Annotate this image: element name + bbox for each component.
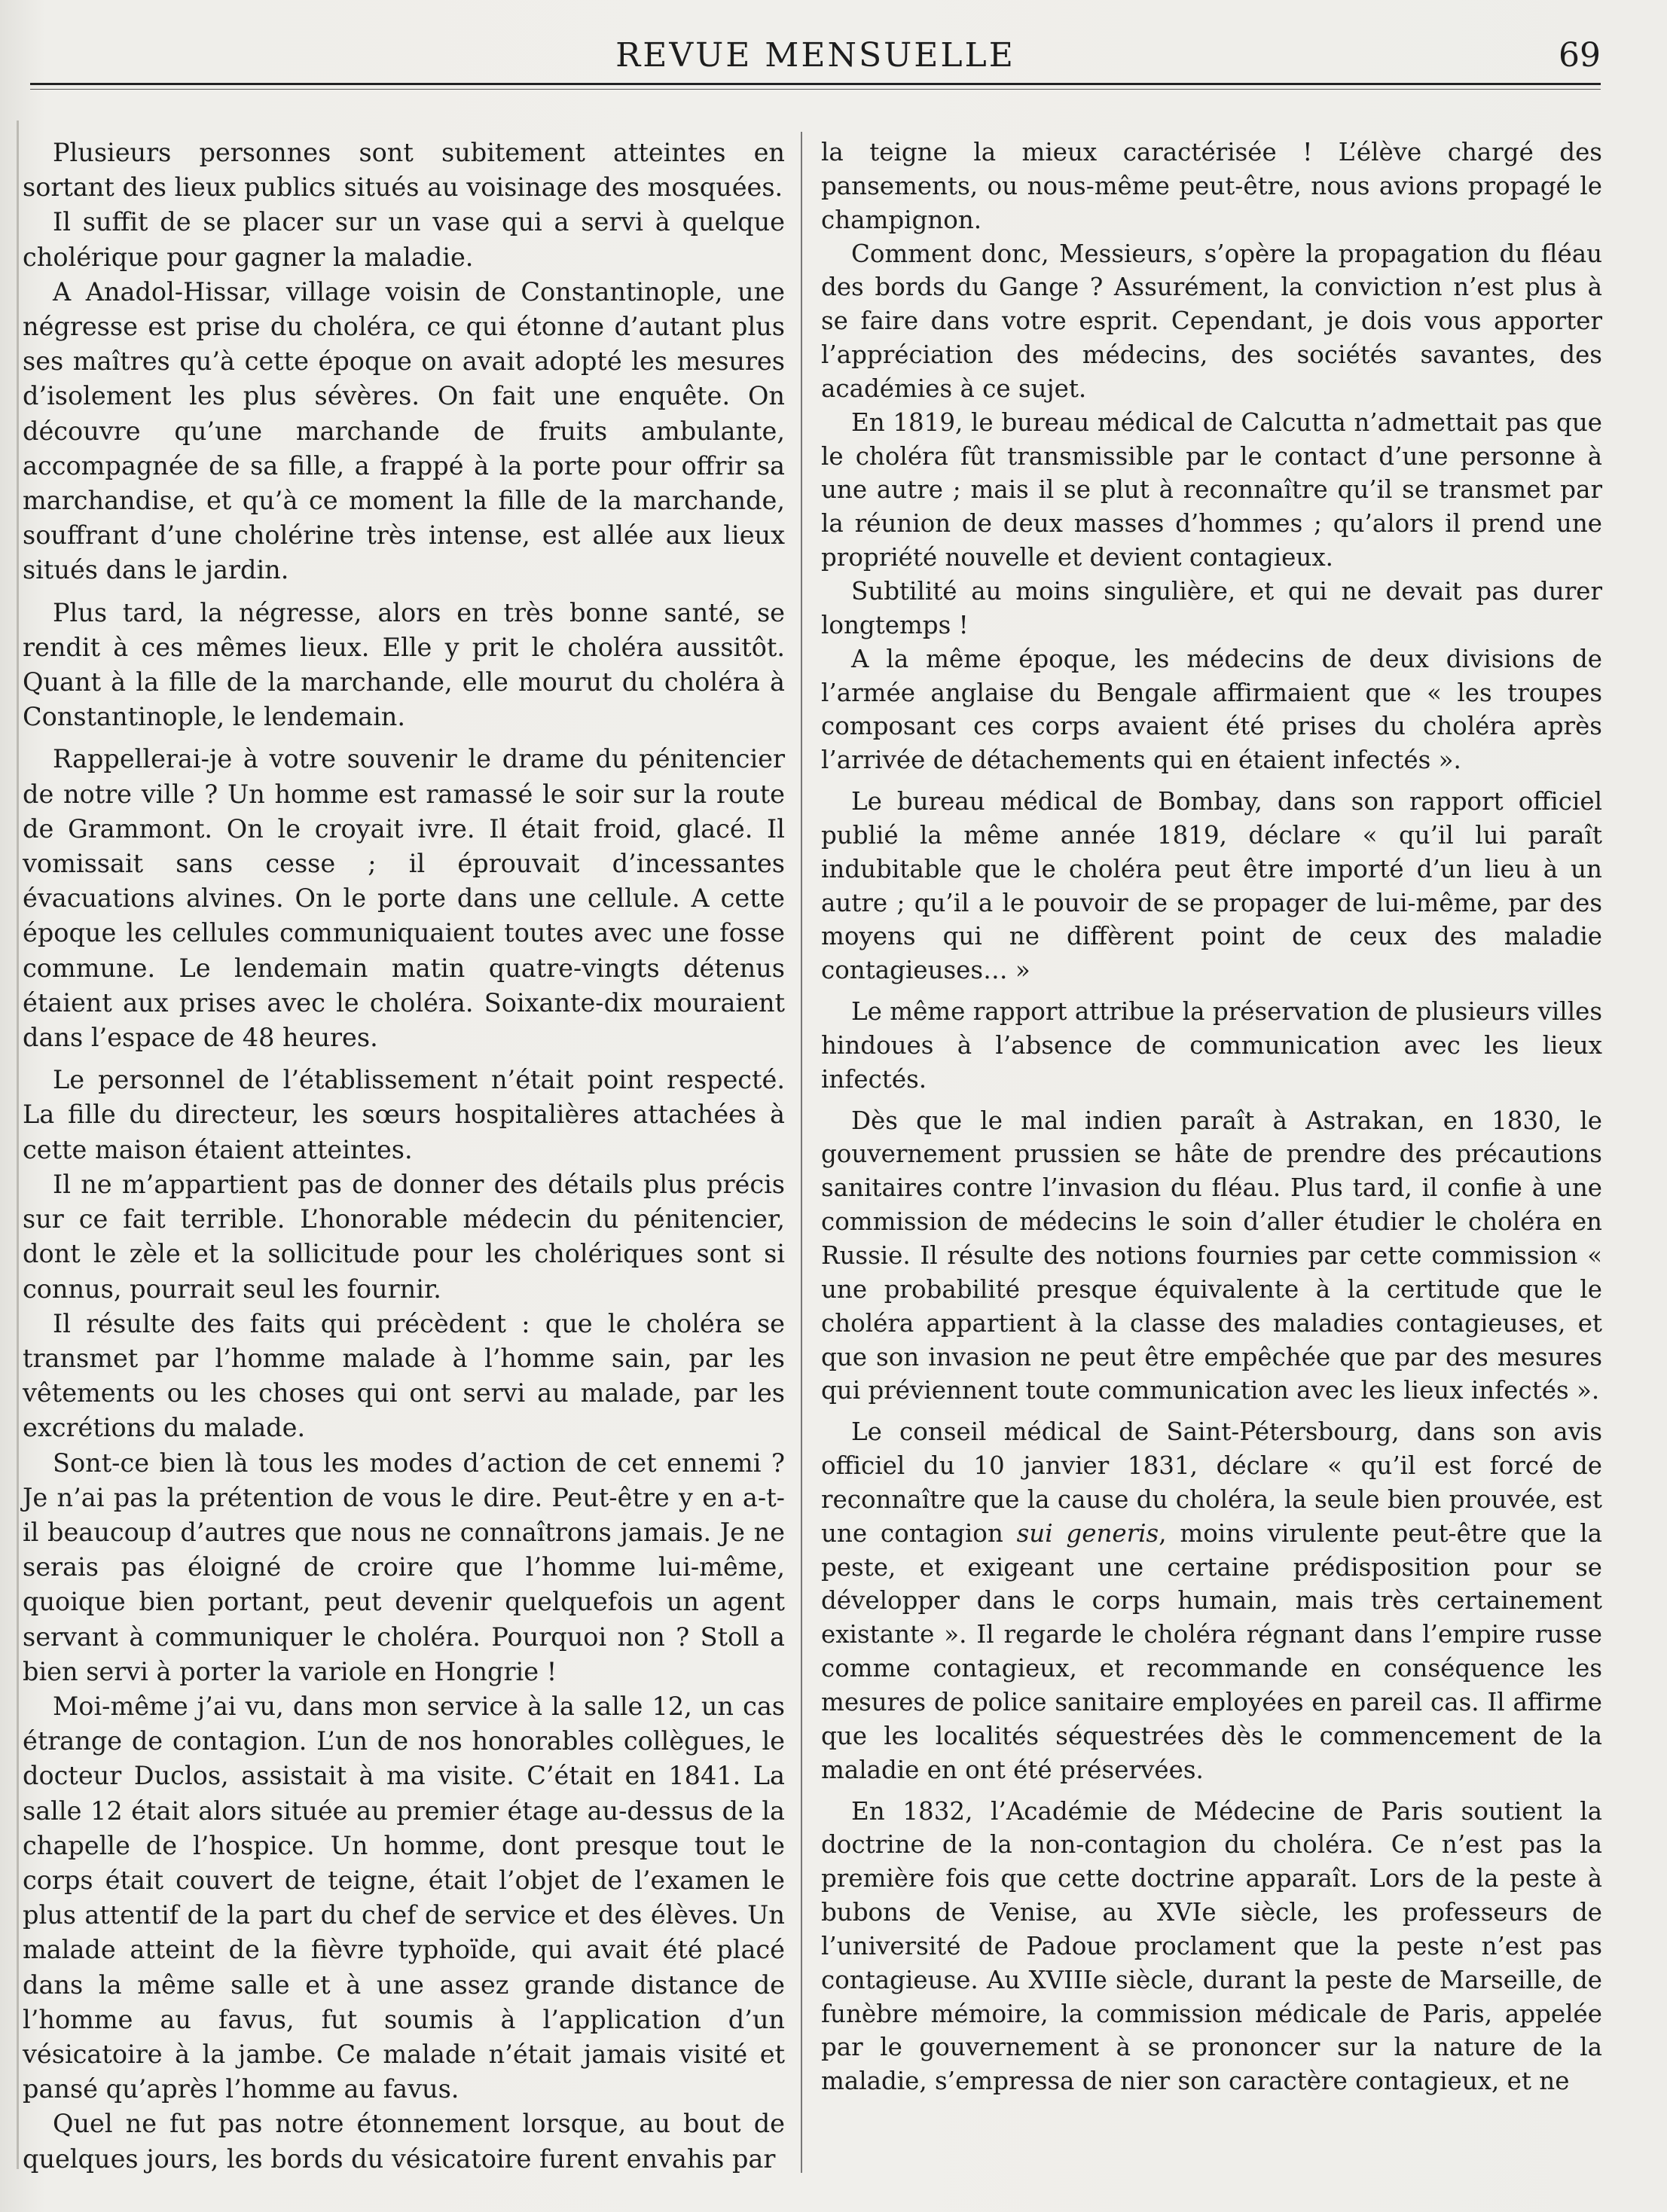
header-rule-thin bbox=[30, 89, 1601, 90]
column-divider bbox=[801, 132, 802, 2173]
page-number: 69 bbox=[1559, 36, 1601, 75]
paragraph: Moi-même j’ai vu, dans mon service à la salle 12, un cas étrange de contagion. L’un de nos honorables collègues, le docteur Duclos, assistait à ma visite. C’était en 1841. La salle 12 était alors située au premier étage au-dessus de la chapelle de l’hospice. Un homme, dont presque tout le corps était couvert de teigne, était l’objet de l’examen le plus attentif de la part du chef de service et des élèves. Un malade atteint de la fièvre typhoïde, qui avait été placé dans la même salle et à une assez grande distance de l’homme au favus, fut soumis à l’application d’un vésicatoire à la jambe. Ce malade n’était jamais visité et pansé qu’après l’homme au favus. bbox=[23, 1691, 785, 2104]
binding-edge bbox=[0, 121, 19, 2169]
paragraph: Subtilité au moins singulière, et qui ne devait pas durer longtemps ! bbox=[821, 576, 1602, 639]
paragraph: Le personnel de l’établissement n’était point respecté. La fille du directeur, les sœurs hospitalières attachées à cette maison étaient atteintes. bbox=[23, 1065, 785, 1164]
journal-title: REVUE MENSUELLE bbox=[615, 36, 1015, 75]
paragraph: Il ne m’appartient pas de donner des détails plus précis sur ce fait terrible. L’honorable médecin du pénitencier, dont le zèle et la sollicitude pour les cholériques sont si connus, pourrait seul les fournir. bbox=[23, 1169, 785, 1304]
paragraph: Quel ne fut pas notre étonnement lorsque, au bout de quelques jours, les bords du vésicatoire furent envahis par bbox=[23, 2109, 785, 2174]
italic-term: sui generis bbox=[1016, 1518, 1159, 1548]
paragraph: Comment donc, Messieurs, s’opère la propagation du fléau des bords du Gange ? Assurément, la conviction n’est plus à se faire dans votre esprit. Cependant, je dois vous apporter l’appréciation des médecins, des sociétés savantes, des académies à ce sujet. bbox=[821, 239, 1602, 403]
paragraph: Rappellerai-je à votre souvenir le drame du pénitencier de notre ville ? Un homme est ramassé le soir sur la route de Grammont. On le croyait ivre. Il était froid, glacé. Il vomissait sans cesse ; il éprouvait d’incessantes évacuations alvines. On le porte dans une cellule. A cette époque les cellules communiquaient toutes avec une fosse commune. Le lendemain matin quatre-vingts détenus étaient aux prises avec le choléra. Soixante-dix mouraient dans l’espace de 48 heures. bbox=[23, 744, 785, 1053]
right-column bbox=[821, 136, 1602, 2098]
paragraph: Le même rapport attribue la préservation de plusieurs villes hindoues à l’absence de communication avec les lieux infectés. bbox=[821, 997, 1602, 1094]
paragraph: Plus tard, la négresse, alors en très bonne santé, se rendit à ces mêmes lieux. Elle y prit le choléra aussitôt. Quant à la fille de la marchande, elle mourut du choléra à Constantinople, le lendemain. bbox=[23, 597, 785, 732]
paragraph: Sont-ce bien là tous les modes d’action de cet ennemi ? Je n’ai pas la prétention de vous le dire. Peut-être y en a-t-il beaucoup d’autres que nous ne connaîtrons jamais. Je ne serais pas éloigné de croire que l’homme lui-même, quoique bien portant, peut devenir quelquefois un agent servant à communiquer le choléra. Pourquoi non ? Stoll a bien servi à porter la variole en Hongrie ! bbox=[23, 1448, 785, 1686]
paragraph: En 1819, le bureau médical de Calcutta n’admettait pas que le choléra fût transmissible par le contact d’une personne à une autre ; mais il se plut à reconnaître qu’il se transmet par la réunion de deux masses d’hommes ; qu’alors il prend une propriété nouvelle et devient contagieux. bbox=[821, 407, 1602, 572]
paragraph bbox=[821, 1415, 1602, 1786]
paragraph: Dès que le mal indien paraît à Astrakan, en 1830, le gouvernement prussien se hâte de prendre des précautions sanitaires contre l’invasion du fléau. Plus tard, il confie à une commission de médecins le soin d’aller étudier le choléra en Russie. Il résulte des notions fournies par cette commission « une probabilité presque équivalente à la certitude que le choléra appartient à la classe des maladies contagieuses, et que son invasion ne peut être empêchée que par des mesures qui préviennent toute communication avec les lieux infectés ». bbox=[821, 1106, 1602, 1405]
running-header bbox=[30, 36, 1601, 81]
left-column bbox=[23, 136, 785, 2177]
paragraph: Plusieurs personnes sont subitement atteintes en sortant des lieux publics situés au voisinage des mosquées. bbox=[23, 138, 785, 203]
paragraph: Il suffit de se placer sur un vase qui a servi à quelque cholérique pour gagner la maladie. bbox=[23, 207, 785, 272]
header-rule bbox=[30, 83, 1601, 85]
paragraph: Il résulte des faits qui précèdent : que le choléra se transmet par l’homme malade à l’homme sain, par les vêtements ou les choses qui ont servi au malade, par les excrétions du malade. bbox=[23, 1308, 785, 1443]
paragraph-text: , moins virulente peut-être que la peste, et exigeant une certaine prédisposition pour se développer dans le corps humain, mais très certainement existante ». Il regarde le choléra régnant dans l’empire russe comme contagieux, et recommande en conséquence les mesures de police sanitaire employées en pareil cas. Il affirme que les localités séquestrées dès le commencement de la maladie en ont été préservées. bbox=[821, 1518, 1603, 1784]
paragraph: A la même époque, les médecins de deux divisions de l’armée anglaise du Bengale affirmaient que « les troupes composant ces corps avaient été prises du choléra après l’arrivée de détachements qui en étaient infectés ». bbox=[821, 644, 1602, 775]
paragraph: la teigne la mieux caractérisée ! L’élève chargé des pansements, ou nous-même peut-être, nous avions propagé le champignon. bbox=[821, 138, 1602, 234]
paragraph-text: Le conseil médical de Saint-Pétersbourg, dans son avis officiel du 10 janvier 1831, déclare « qu’il est forcé de reconnaître que la cause du choléra, la seule bien prouvée, est une contagion bbox=[821, 1417, 1602, 1548]
paragraph: En 1832, l’Académie de Médecine de Paris soutient la doctrine de la non-contagion du choléra. Ce n’est pas la première fois que cette doctrine apparaît. Lors de la peste à bubons de Venise, au XVIe siècle, les professeurs de l’université de Padoue proclament que la peste n’est pas contagieuse. Au XVIIIe siècle, durant la peste de Marseille, de funèbre mémoire, la commission médicale de Paris, appelée par le gouvernement à se prononcer sur la nature de la maladie, s’empressa de nier son caractère contagieux, et ne bbox=[821, 1796, 1602, 2096]
paragraph: A Anadol-Hissar, village voisin de Constantinople, une négresse est prise du choléra, ce qui étonne d’autant plus ses maîtres qu’à cette époque on avait adopté les mesures d’isolement les plus sévères. On fait une enquête. On découvre qu’une marchande de fruits ambulante, accompagnée de sa fille, a frappé à la porte pour offrir sa marchandise, et qu’à ce moment la fille de la marchande, souffrant d’une cholérine très intense, est allée aux lieux situés dans le jardin. bbox=[23, 276, 785, 585]
paragraph: Le bureau médical de Bombay, dans son rapport officiel publié la même année 1819, déclare « qu’il lui paraît indubitable que le choléra peut être importé d’un lieu à un autre ; qu’il a le pouvoir de se propager de lui-même, par des moyens qui ne diffèrent point de ceux des maladie contagieuses… » bbox=[821, 787, 1602, 985]
